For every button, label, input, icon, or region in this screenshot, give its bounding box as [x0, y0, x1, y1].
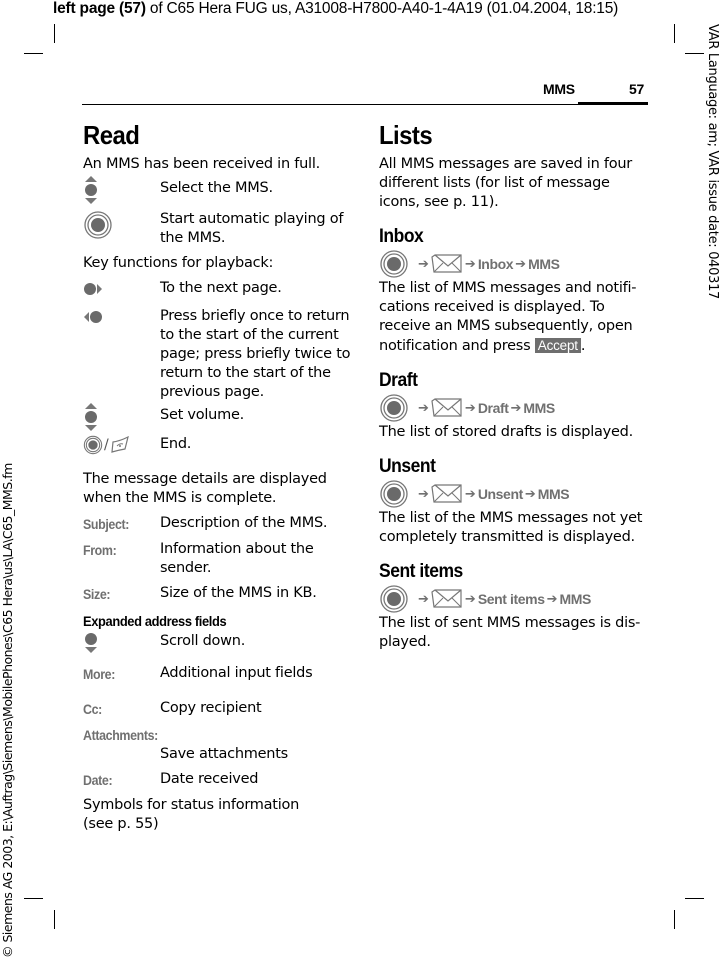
arrow-icon: ➔ — [464, 486, 476, 502]
crop-mark — [24, 898, 43, 899]
crop-mark — [674, 910, 675, 929]
expanded-text: Copy recipient — [160, 700, 262, 716]
detail-text: Information about the sender. — [160, 541, 314, 576]
header-rule-thick — [578, 102, 648, 105]
key-function-text: To the next page. — [160, 280, 282, 296]
side-text-left: © Siemens AG 2003, E:\Auftrag\Siemens\MobilePhones\C65 Hera\us\LA\C65_MMS.fm — [0, 463, 15, 958]
center-key-icon — [379, 393, 409, 423]
expanded-text: Save attachments — [160, 746, 288, 762]
expanded-text: Additional input fields — [160, 665, 313, 681]
envelope-icon — [431, 484, 463, 504]
lists-intro: All MMS messages are saved in four different lists (for list of message icons, see p. 11). — [379, 156, 633, 210]
end-icons — [83, 435, 160, 455]
joystick-up-down-icon — [83, 176, 160, 206]
read-intro: An MMS has been received in full. — [83, 156, 320, 172]
symbols-note: Symbols for status information (see p. 55) — [83, 797, 300, 832]
arrow-icon: ➔ — [546, 591, 558, 607]
expanded-text: Date received — [160, 771, 259, 787]
center-key-icon — [83, 210, 160, 240]
expanded-label: Date: — [83, 773, 113, 788]
detail-label: Size: — [83, 587, 111, 602]
envelope-icon — [431, 254, 463, 274]
right-column — [379, 118, 649, 652]
path-step: MMS — [537, 486, 570, 502]
step-text: Select the MMS. — [160, 180, 273, 196]
details-intro: The message details are displayed when the MMS is complete. — [83, 471, 327, 506]
step-text: Start automatic playing of the MMS. — [160, 211, 344, 246]
draft-description: The list of stored drafts is displayed. — [379, 424, 633, 440]
center-key-icon — [83, 435, 103, 455]
expanded-fields-heading: Expanded address fields — [83, 613, 227, 629]
menu-path — [379, 249, 649, 279]
path-step: MMS — [528, 256, 560, 272]
joystick-down-icon — [83, 632, 160, 654]
path-step: Inbox — [477, 256, 514, 272]
path-step: MMS — [559, 591, 591, 607]
detail-text: Description of the MMS. — [160, 515, 328, 531]
key-function-text: Set volume. — [160, 407, 244, 423]
heading-unsent: Unsent — [379, 456, 436, 477]
expanded-row — [83, 664, 351, 684]
menu-path — [379, 479, 649, 509]
page-number: 57 — [629, 81, 644, 97]
crop-mark — [24, 53, 43, 54]
running-header-section: MMS — [543, 81, 575, 97]
detail-row — [83, 584, 351, 604]
joystick-up-down-icon — [83, 403, 160, 433]
heading-draft: Draft — [379, 370, 418, 391]
separator: / — [104, 437, 109, 453]
detail-row — [83, 514, 351, 534]
description-text: The list of MMS messages and notifi-cations received is displayed. To receive an MMS subsequently, open notification and press — [379, 280, 637, 354]
center-key-icon — [379, 479, 409, 509]
side-text-right: VAR Language: am; VAR issue date: 040317 — [705, 24, 720, 300]
arrow-icon: ➔ — [418, 256, 429, 272]
heading-read: Read — [83, 120, 140, 150]
header-rule — [82, 104, 648, 105]
key-function-row — [83, 403, 351, 433]
detail-label: From: — [83, 543, 117, 558]
arrow-icon: ➔ — [464, 591, 476, 607]
print-header-rest: of C65 Hera FUG us, A31008-H7800-A40-1-4A19 (01.04.2004, 18:15) — [145, 0, 619, 17]
crop-mark — [685, 53, 704, 54]
key-function-row — [83, 435, 351, 455]
arrow-icon: ➔ — [464, 256, 476, 272]
expanded-row — [83, 770, 351, 790]
detail-text: Size of the MMS in KB. — [160, 585, 317, 601]
inbox-description — [379, 279, 649, 356]
detail-row — [83, 540, 351, 578]
expanded-label: Cc: — [83, 702, 102, 717]
joystick-left-icon — [83, 307, 160, 329]
crop-mark — [54, 910, 55, 929]
print-header-bold: left page (57) — [53, 0, 146, 17]
expanded-text: Scroll down. — [160, 633, 246, 649]
key-function-row — [83, 307, 351, 402]
expanded-row — [83, 632, 351, 654]
arrow-icon: ➔ — [418, 400, 429, 416]
crop-mark — [674, 24, 675, 43]
sent-items-description: The list of sent MMS messages is dis-played. — [379, 615, 641, 650]
menu-path — [379, 584, 649, 614]
description-end: . — [580, 338, 586, 354]
arrow-icon: ➔ — [464, 400, 476, 416]
step-row — [83, 176, 351, 206]
arrow-icon: ➔ — [418, 486, 429, 502]
unsent-description: The list of the MMS messages not yet completely transmitted is displayed. — [379, 510, 643, 545]
path-step: Sent items — [477, 591, 545, 607]
key-function-row — [83, 279, 351, 301]
arrow-icon: ➔ — [510, 400, 522, 416]
arrow-icon: ➔ — [418, 591, 429, 607]
center-key-icon — [379, 584, 409, 614]
print-header — [53, 0, 618, 18]
crop-mark — [54, 24, 55, 43]
detail-label: Subject: — [83, 517, 130, 532]
heading-lists: Lists — [379, 120, 433, 150]
arrow-icon: ➔ — [515, 256, 527, 272]
accept-softkey: Accept — [535, 338, 581, 353]
expanded-label: Attachments: — [83, 728, 158, 743]
left-column — [83, 118, 351, 834]
menu-path — [379, 393, 649, 423]
heading-inbox: Inbox — [379, 226, 424, 247]
end-key-icon — [110, 436, 130, 454]
path-step: MMS — [523, 400, 555, 416]
step-row — [83, 210, 351, 248]
crop-mark — [685, 898, 704, 899]
key-functions-label: Key functions for playback: — [83, 255, 274, 271]
joystick-right-icon — [83, 279, 160, 301]
envelope-icon — [431, 589, 463, 609]
key-function-text: End. — [160, 436, 192, 452]
expanded-row — [83, 725, 351, 764]
path-step: Unsent — [477, 486, 523, 502]
envelope-icon — [431, 398, 463, 418]
expanded-row — [83, 699, 351, 719]
key-function-text: Press briefly once to return to the start of the current page; press briefly twice to return to the start of the previous page. — [160, 308, 351, 400]
center-key-icon — [379, 249, 409, 279]
expanded-label: More: — [83, 667, 115, 682]
arrow-icon: ➔ — [524, 486, 536, 502]
heading-sent-items: Sent items — [379, 561, 463, 582]
path-step: Draft — [477, 400, 509, 416]
